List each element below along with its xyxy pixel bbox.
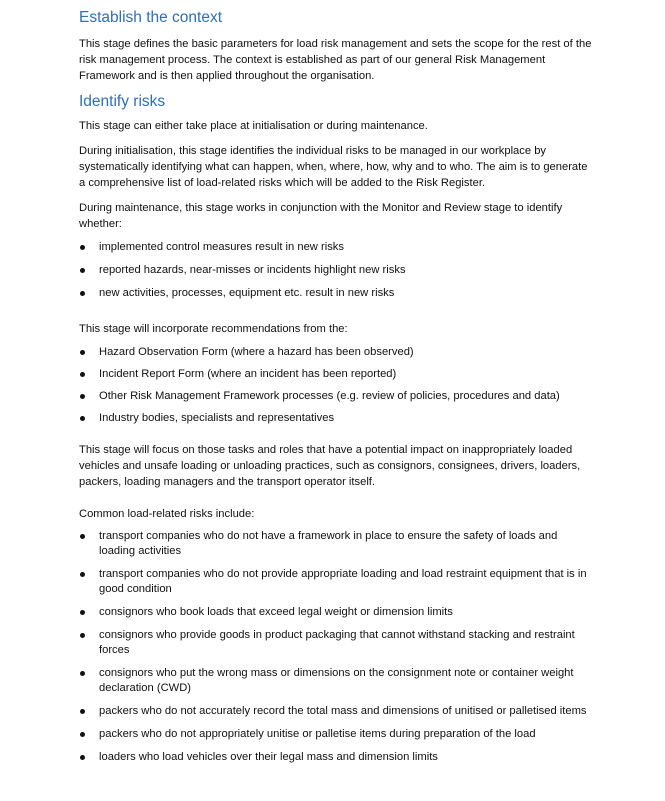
list-item-text: loaders who load vehicles over their legal mass and dimension limits — [99, 751, 438, 763]
identify-risks-paragraph-3: During maintenance, this stage works in conjunction with the Monitor and Review stage to identify whether: — [79, 202, 563, 230]
section-heading-identify-risks: Identify risks — [79, 93, 166, 110]
recommendations-bullets-list — [79, 345, 595, 426]
identify-risks-paragraph-6: Common load-related risks include: — [79, 508, 255, 520]
common-risks-bullets-list — [79, 529, 595, 765]
list-item-text: Industry bodies, specialists and representatives — [99, 412, 335, 424]
identify-risks-paragraph-4: This stage will incorporate recommendations from the: — [79, 323, 348, 335]
maintenance-bullets-list — [79, 240, 595, 301]
list-item — [79, 628, 595, 658]
list-item — [79, 389, 595, 404]
list-item-text: Other Risk Management Framework processes (e.g. review of policies, procedures and data) — [99, 390, 560, 402]
list-item-text: transport companies who do not provide appropriate loading and load restraint equipment that is in good condition — [99, 568, 587, 595]
establish-context-paragraph: This stage defines the basic parameters for load risk management and sets the scope for the rest of the risk management process. The context is established as part of our general Risk Management Framework and is then applied throughout the organisation. — [79, 38, 592, 82]
list-item-text: reported hazards, near-misses or incidents highlight new risks — [99, 264, 406, 276]
list-item — [79, 240, 595, 255]
identify-risks-paragraph-2: During initialisation, this stage identifies the individual risks to be managed in our workplace by systematically identifying what can happen, when, where, how, why and to who. The aim is to generate a comprehensive list of load-related risks which will be added to the Risk Register. — [79, 145, 588, 189]
list-item — [79, 704, 595, 719]
list-item — [79, 345, 595, 360]
list-item-text: Hazard Observation Form (where a hazard has been observed) — [99, 346, 414, 358]
list-item-text: implemented control measures result in new risks — [99, 241, 344, 253]
list-item — [79, 750, 595, 765]
list-item — [79, 263, 595, 278]
list-item-text: consignors who put the wrong mass or dimensions on the consignment note or container weight declaration (CWD) — [99, 667, 574, 694]
list-item-text: packers who do not accurately record the total mass and dimensions of unitised or palletised items — [99, 705, 587, 717]
list-item-text: new activities, processes, equipment etc. result in new risks — [99, 287, 395, 299]
list-item-text: packers who do not appropriately unitise or palletise items during preparation of the load — [99, 728, 536, 740]
section-heading-establish-context: Establish the context — [79, 9, 223, 26]
list-item-text: Incident Report Form (where an incident has been reported) — [99, 368, 397, 380]
list-item — [79, 567, 595, 597]
list-item — [79, 286, 595, 301]
list-item — [79, 411, 595, 426]
list-item-text: transport companies who do not have a framework in place to ensure the safety of loads and loading activities — [99, 530, 558, 557]
list-item — [79, 367, 595, 382]
identify-risks-paragraph-5: This stage will focus on those tasks and roles that have a potential impact on inappropriately loaded vehicles and unsafe loading or unloading practices, such as consignors, consignees, drivers, loaders, packers, loading managers and the transport operator itself. — [79, 444, 581, 488]
list-item — [79, 529, 595, 559]
list-item — [79, 605, 595, 620]
list-item-text: consignors who provide goods in product packaging that cannot withstand stacking and restraint forces — [99, 629, 575, 656]
identify-risks-paragraph-1: This stage can either take place at initialisation or during maintenance. — [79, 120, 428, 132]
list-item-text: consignors who book loads that exceed legal weight or dimension limits — [99, 606, 453, 618]
list-item — [79, 666, 595, 696]
list-item — [79, 727, 595, 742]
